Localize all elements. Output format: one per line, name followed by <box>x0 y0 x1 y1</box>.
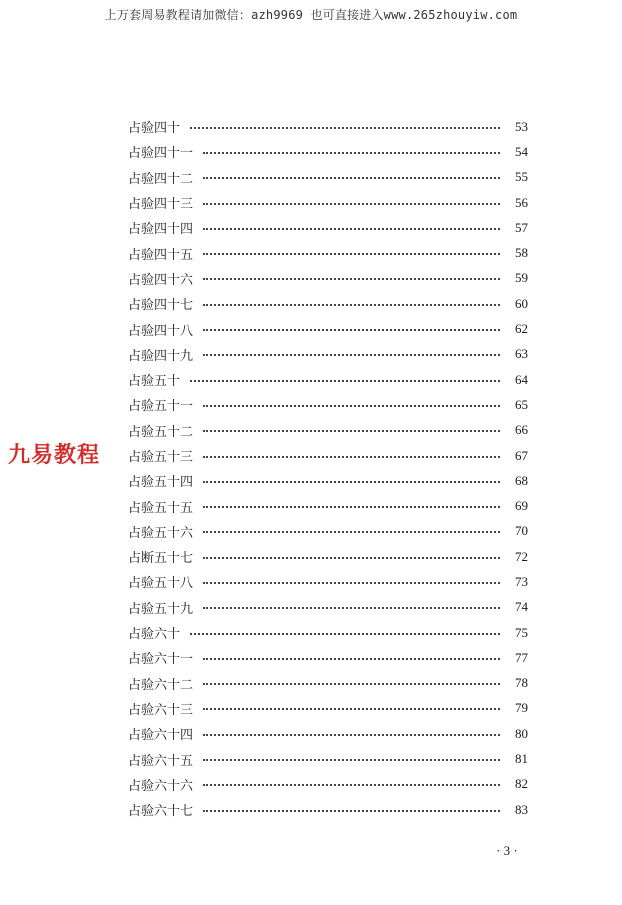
toc-entry <box>128 443 528 468</box>
toc-entry <box>128 139 528 164</box>
toc-entry-page: 72 <box>515 548 528 564</box>
toc-dot-leader <box>203 708 500 710</box>
toc-dot-leader <box>203 658 500 660</box>
toc-entry-title: 占验五十八 <box>128 576 194 592</box>
toc-dot-leader <box>203 430 500 432</box>
toc-entry-page: 83 <box>515 801 528 817</box>
toc-entry-page: 66 <box>515 422 528 438</box>
toc-entry <box>128 114 528 139</box>
toc-dot-leader <box>203 759 500 761</box>
toc-entry-title: 占验六十二 <box>128 677 194 693</box>
toc-entry <box>128 392 528 417</box>
toc-entry-title: 占验六十六 <box>128 778 194 794</box>
toc-entry-title: 占验六十 <box>128 627 181 643</box>
toc-dot-leader <box>203 683 500 685</box>
toc-entry-page: 74 <box>515 599 528 615</box>
toc-entry <box>128 190 528 215</box>
toc-dot-leader <box>203 607 500 609</box>
toc-entry <box>128 569 528 594</box>
toc-entry-page: 53 <box>515 118 528 134</box>
toc-entry-page: 58 <box>515 245 528 261</box>
toc-entry <box>128 544 528 569</box>
page-header-banner: 上万套周易教程请加微信：azh9969 也可直接进入www.265zhouyiw.com <box>104 8 518 22</box>
toc-entry <box>128 291 528 316</box>
toc-dot-leader <box>203 329 500 331</box>
toc-entry <box>128 418 528 443</box>
toc-entry-page: 65 <box>515 396 528 412</box>
toc-entry-title: 占验六十五 <box>128 753 194 769</box>
watermark-logo: 九易教程 <box>8 443 101 468</box>
toc-entry <box>128 367 528 392</box>
toc-entry-title: 占验四十 <box>128 121 181 137</box>
toc-dot-leader <box>203 228 500 230</box>
toc-entry-page: 81 <box>515 751 528 767</box>
toc-entry <box>128 266 528 291</box>
toc-entry-page: 73 <box>515 573 528 589</box>
toc-dot-leader <box>203 405 500 407</box>
toc-dot-leader <box>190 633 500 635</box>
toc-entry <box>128 595 528 620</box>
toc-entry <box>128 240 528 265</box>
toc-entry-title: 占验五十五 <box>128 500 194 516</box>
toc-entry <box>128 215 528 240</box>
toc-entry-title: 占验四十三 <box>128 197 194 213</box>
toc-dot-leader <box>203 278 500 280</box>
toc-entry-page: 54 <box>515 143 528 159</box>
toc-entry-page: 64 <box>515 371 528 387</box>
toc-dot-leader <box>203 557 500 559</box>
toc-entry <box>128 468 528 493</box>
toc-entry-title: 占验五十三 <box>128 450 194 465</box>
toc-entry-page: 67 <box>515 447 528 463</box>
toc-entry <box>128 696 528 721</box>
toc-entry-title: 占验四十二 <box>128 171 194 187</box>
toc-entry-page: 70 <box>515 523 528 539</box>
toc-entry-title: 占验六十一 <box>128 652 194 668</box>
toc-entry <box>128 671 528 696</box>
toc-entry-title: 占验四十五 <box>128 247 194 263</box>
toc-entry-page: 63 <box>515 346 528 362</box>
toc-entry-title: 占验六十四 <box>128 728 194 744</box>
toc-dot-leader <box>203 506 500 508</box>
toc-dot-leader <box>203 582 500 584</box>
toc-dot-leader <box>190 127 500 129</box>
toc-entry-page: 77 <box>515 649 528 665</box>
toc-entry-page: 56 <box>515 194 528 210</box>
toc-dot-leader <box>203 810 500 812</box>
toc-entry-page: 82 <box>515 776 528 792</box>
toc-entry <box>128 797 528 822</box>
toc-entry <box>128 645 528 670</box>
toc-dot-leader <box>203 177 500 179</box>
toc-entry-title: 占验四十八 <box>128 323 194 339</box>
toc-entry <box>128 746 528 771</box>
toc-entry-title: 占验五十六 <box>128 525 194 541</box>
toc-entry-title: 占验六十三 <box>128 702 194 718</box>
toc-entry <box>128 620 528 645</box>
toc-dot-leader <box>203 734 500 736</box>
toc-dot-leader <box>203 456 500 458</box>
toc-entry-page: 55 <box>515 169 528 185</box>
toc-dot-leader <box>203 203 500 205</box>
toc-entry-title: 占验五十一 <box>128 399 194 415</box>
toc-entry-title: 占验五十四 <box>128 475 194 491</box>
toc-dot-leader <box>203 354 500 356</box>
toc-entry-page: 57 <box>515 219 528 235</box>
toc-entry-title: 占断五十七 <box>128 551 194 567</box>
toc-entry-page: 59 <box>515 270 528 286</box>
toc-entry <box>128 493 528 518</box>
toc-entry-page: 68 <box>515 472 528 488</box>
toc-entry-page: 80 <box>515 725 528 741</box>
toc-entry-title: 占验四十七 <box>128 298 194 314</box>
toc-entry <box>128 519 528 544</box>
toc-entry-page: 60 <box>515 295 528 311</box>
toc-entry-page: 75 <box>515 624 528 640</box>
toc-dot-leader <box>203 152 500 154</box>
toc-entry-title: 占验五十九 <box>128 601 194 617</box>
toc-entry-title: 占验四十四 <box>128 222 194 238</box>
toc-entry <box>128 165 528 190</box>
toc-entry-title: 占验五十二 <box>128 424 194 440</box>
toc-dot-leader <box>203 304 500 306</box>
toc-dot-leader <box>203 253 500 255</box>
page-number: · 3 · <box>496 843 518 858</box>
toc-entry <box>128 316 528 341</box>
toc-entry-title: 占验四十一 <box>128 146 194 162</box>
toc-dot-leader <box>203 531 500 533</box>
toc-entry-page: 69 <box>515 498 528 514</box>
toc-entry-page: 62 <box>515 321 528 337</box>
toc-entry-title: 占验五十 <box>128 374 181 390</box>
toc-entry-page: 78 <box>515 675 528 691</box>
toc-entry-title: 占验六十七 <box>128 804 194 820</box>
toc-entry <box>128 342 528 367</box>
toc-entry <box>128 721 528 746</box>
table-of-contents <box>128 114 528 822</box>
toc-entry <box>128 772 528 797</box>
toc-entry-page: 79 <box>515 700 528 716</box>
toc-entry-title: 占验四十九 <box>128 348 194 364</box>
toc-dot-leader <box>203 784 500 786</box>
toc-dot-leader <box>203 481 500 483</box>
toc-entry-title: 占验四十六 <box>128 272 194 288</box>
toc-dot-leader <box>190 380 500 382</box>
